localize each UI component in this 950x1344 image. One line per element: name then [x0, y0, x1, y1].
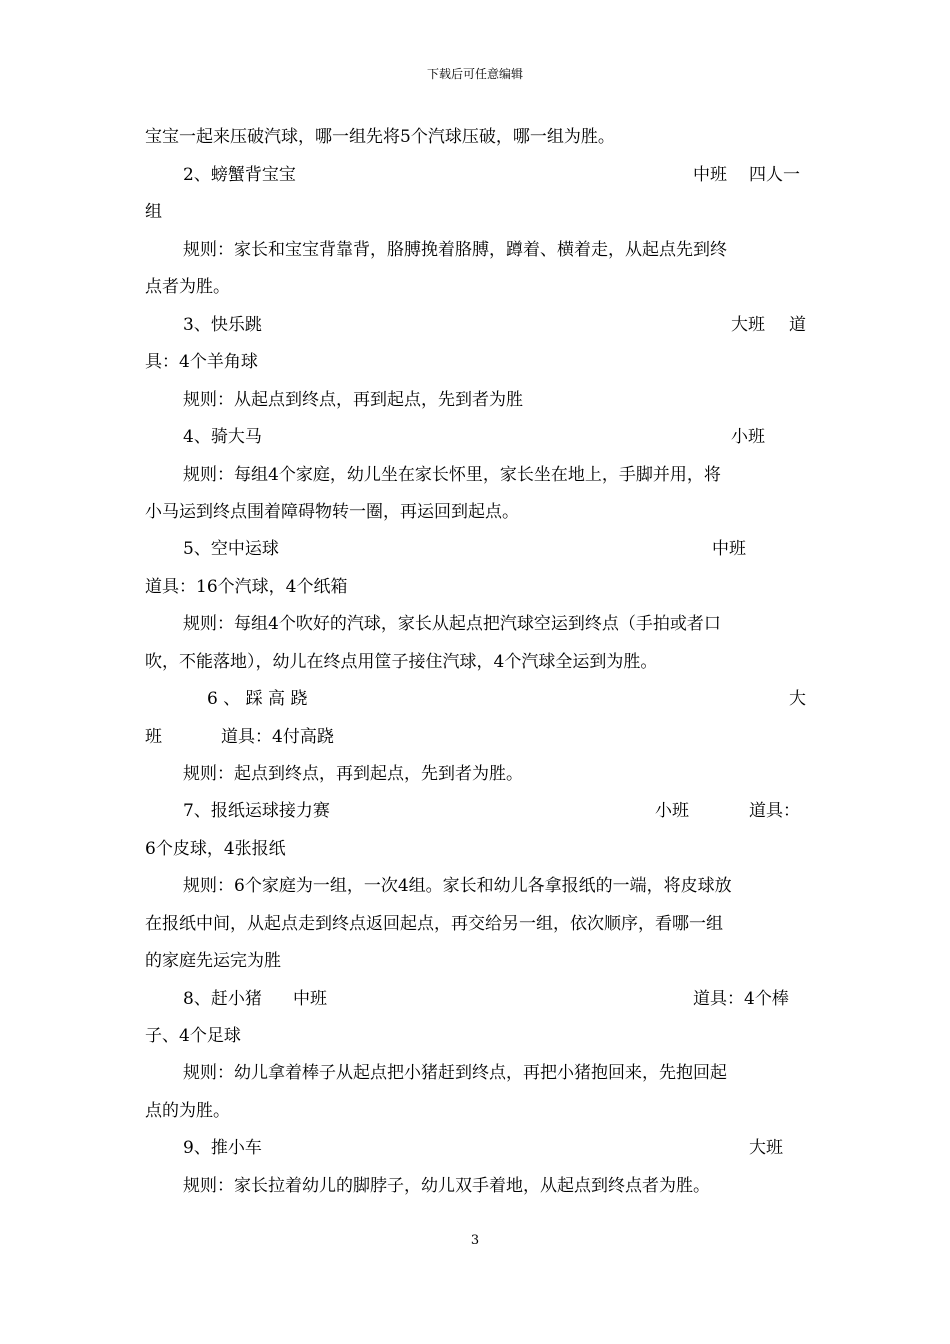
- page-number: 3: [470, 1233, 480, 1248]
- text-line: 组: [145, 202, 162, 222]
- rule-text: 规则：从起点到终点，再到起点，先到者为胜: [183, 390, 523, 410]
- section-title: 7、报纸运球接力赛: [183, 801, 330, 821]
- class-label: 大: [789, 689, 806, 709]
- rule-text: 规则：每组4个吹好的汽球，家长从起点把汽球空运到终点（手拍或者口: [183, 614, 721, 634]
- text-line: 具：4个羊角球: [145, 352, 258, 372]
- text-line: 道具：16个汽球，4个纸箱: [145, 577, 348, 597]
- class-label-continued: 班: [145, 727, 162, 747]
- rule-text: 规则：6个家庭为一组，一次4组。家长和幼儿各拿报纸的一端，将皮球放: [183, 876, 732, 896]
- class-label: 中班: [293, 989, 327, 1009]
- text-line: 子、4个足球: [145, 1026, 241, 1046]
- text-line: 宝宝一起来压破汽球，哪一组先将5个汽球压破，哪一组为胜。: [145, 127, 615, 147]
- class-label: 中班: [712, 539, 746, 559]
- section-title: 2、螃蟹背宝宝: [183, 165, 296, 185]
- page-header: 下载后可任意编辑: [426, 67, 523, 81]
- class-label: 小班: [655, 801, 689, 821]
- rule-text: 规则：家长和宝宝背靠背，胳膊挽着胳膊，蹲着、横着走，从起点先到终: [183, 240, 727, 260]
- text-line: 在报纸中间，从起点走到终点返回起点，再交给另一组，依次顺序，看哪一组: [145, 914, 723, 934]
- class-label: 小班: [731, 427, 765, 447]
- text-line: 点的为胜。: [145, 1101, 230, 1121]
- prop-label: 道: [789, 315, 806, 335]
- class-label: 大班: [749, 1138, 783, 1158]
- prop-label: 道具：4个棒: [693, 989, 789, 1009]
- text-line: 点者为胜。: [145, 277, 230, 297]
- class-label: 中班: [693, 165, 727, 185]
- rule-text: 规则：家长拉着幼儿的脚脖子，幼儿双手着地，从起点到终点者为胜。: [183, 1176, 710, 1196]
- rule-text: 规则：每组4个家庭，幼儿坐在家长怀里，家长坐在地上，手脚并用，将: [183, 465, 721, 485]
- section-title: 6 、 踩 高 跷: [207, 689, 308, 709]
- rule-text: 规则：起点到终点，再到起点，先到者为胜。: [183, 764, 523, 784]
- text-line: 小马运到终点围着障碍物转一圈，再运回到起点。: [145, 502, 519, 522]
- section-title: 3、快乐跳: [183, 315, 262, 335]
- class-label: 大班: [731, 315, 765, 335]
- section-title: 4、骑大马: [183, 427, 262, 447]
- section-title: 8、赶小猪: [183, 989, 262, 1009]
- text-line: 6个皮球，4张报纸: [145, 839, 286, 859]
- prop-label: 道具：: [749, 801, 800, 821]
- rule-text: 规则：幼儿拿着棒子从起点把小猪赶到终点，再把小猪抱回来，先抱回起: [183, 1063, 727, 1083]
- section-title: 5、空中运球: [183, 539, 279, 559]
- text-line: 的家庭先运完为胜: [145, 951, 281, 971]
- prop-label: 道具：4付高跷: [221, 727, 334, 747]
- text-line: 吹，不能落地），幼儿在终点用筐子接住汽球，4个汽球全运到为胜。: [145, 652, 658, 672]
- section-title: 9、推小车: [183, 1138, 262, 1158]
- group-label: 四人一: [749, 165, 800, 185]
